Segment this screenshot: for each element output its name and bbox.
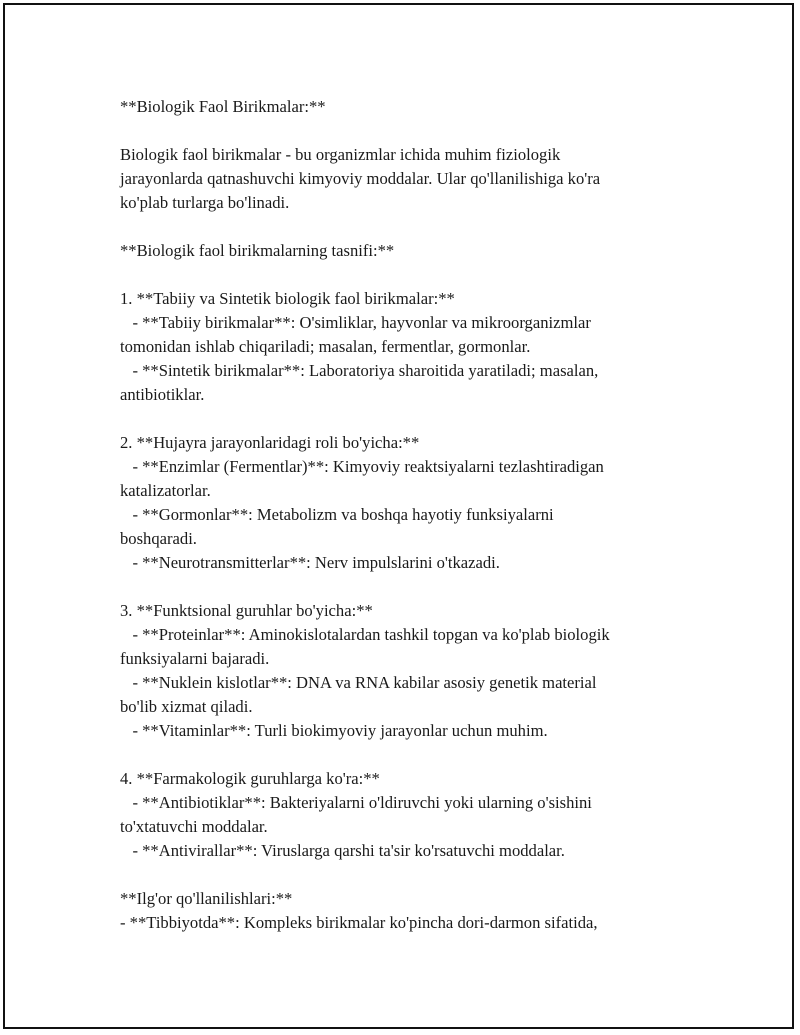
text-line: bo'lib xizmat qiladi.: [120, 697, 253, 716]
document-page: [3, 3, 794, 1029]
text-line: jarayonlarda qatnashuvchi kimyoviy moddalar. Ular qo'llanilishiga ko'ra: [120, 169, 601, 188]
applications-list: [120, 911, 680, 935]
list-item: - **Gormonlar**: Metabolizm va boshqa hayotiy funksiyalarni: [120, 505, 554, 524]
text-line: to'xtatuvchi moddalar.: [120, 817, 268, 836]
text-line: Biologik faol birikmalar - bu organizmlar ichida muhim fiziologik: [120, 145, 561, 164]
document-heading: **Biologik Faol Birikmalar:**: [120, 97, 326, 116]
classification-heading: **Biologik faol birikmalarning tasnifi:**: [120, 241, 395, 260]
blank-line: [120, 575, 680, 599]
blank-line: [120, 863, 680, 887]
list-item: - **Tibbiyotda**: Kompleks birikmalar ko'pincha dori-darmon sifatida,: [120, 913, 598, 932]
text-line: boshqaradi.: [120, 529, 197, 548]
list-item: - **Neurotransmitterlar**: Nerv impulslarini o'tkazadi.: [120, 553, 500, 572]
blank-line: [120, 743, 680, 767]
text-line: antibiotiklar.: [120, 385, 205, 404]
list-item: - **Antivirallar**: Viruslarga qarshi ta'sir ko'rsatuvchi moddalar.: [120, 841, 565, 860]
list-item: - **Proteinlar**: Aminokislotalardan tashkil topgan va ko'plab biologik: [120, 625, 610, 644]
list-item: - **Nuklein kislotlar**: DNA va RNA kabilar asosiy genetik material: [120, 673, 597, 692]
list-item: - **Tabiiy birikmalar**: O'simliklar, hayvonlar va mikroorganizmlar: [120, 313, 591, 332]
text-line: funksiyalarni bajaradi.: [120, 649, 270, 668]
document-body: [120, 95, 680, 935]
section-cell-processes: [120, 431, 680, 575]
blank-line: [120, 407, 680, 431]
list-item: - **Sintetik birikmalar**: Laboratoriya sharoitida yaratiladi; masalan,: [120, 361, 599, 380]
list-item: - **Enzimlar (Fermentlar)**: Kimyoviy reaktsiyalarni tezlashtiradigan: [120, 457, 604, 476]
blank-line: [120, 119, 680, 143]
intro-paragraph: [120, 143, 680, 215]
list-item: - **Vitaminlar**: Turli biokimyoviy jarayonlar uchun muhim.: [120, 721, 548, 740]
list-item: - **Antibiotiklar**: Bakteriyalarni o'ldiruvchi yoki ularning o'sishini: [120, 793, 592, 812]
applications-heading: **Ilg'or qo'llanilishlari:**: [120, 889, 293, 908]
section-title: 1. **Tabiiy va Sintetik biologik faol birikmalar:**: [120, 289, 455, 308]
section-title: 3. **Funktsional guruhlar bo'yicha:**: [120, 601, 373, 620]
section-natural-synthetic: [120, 287, 680, 407]
text-line: tomonidan ishlab chiqariladi; masalan, fermentlar, gormonlar.: [120, 337, 531, 356]
blank-line: [120, 263, 680, 287]
text-line: ko'plab turlarga bo'linadi.: [120, 193, 290, 212]
section-functional-groups: [120, 599, 680, 743]
section-title: 2. **Hujayra jarayonlaridagi roli bo'yicha:**: [120, 433, 420, 452]
section-pharmacological: [120, 767, 680, 863]
section-title: 4. **Farmakologik guruhlarga ko'ra:**: [120, 769, 380, 788]
blank-line: [120, 215, 680, 239]
text-line: katalizatorlar.: [120, 481, 211, 500]
